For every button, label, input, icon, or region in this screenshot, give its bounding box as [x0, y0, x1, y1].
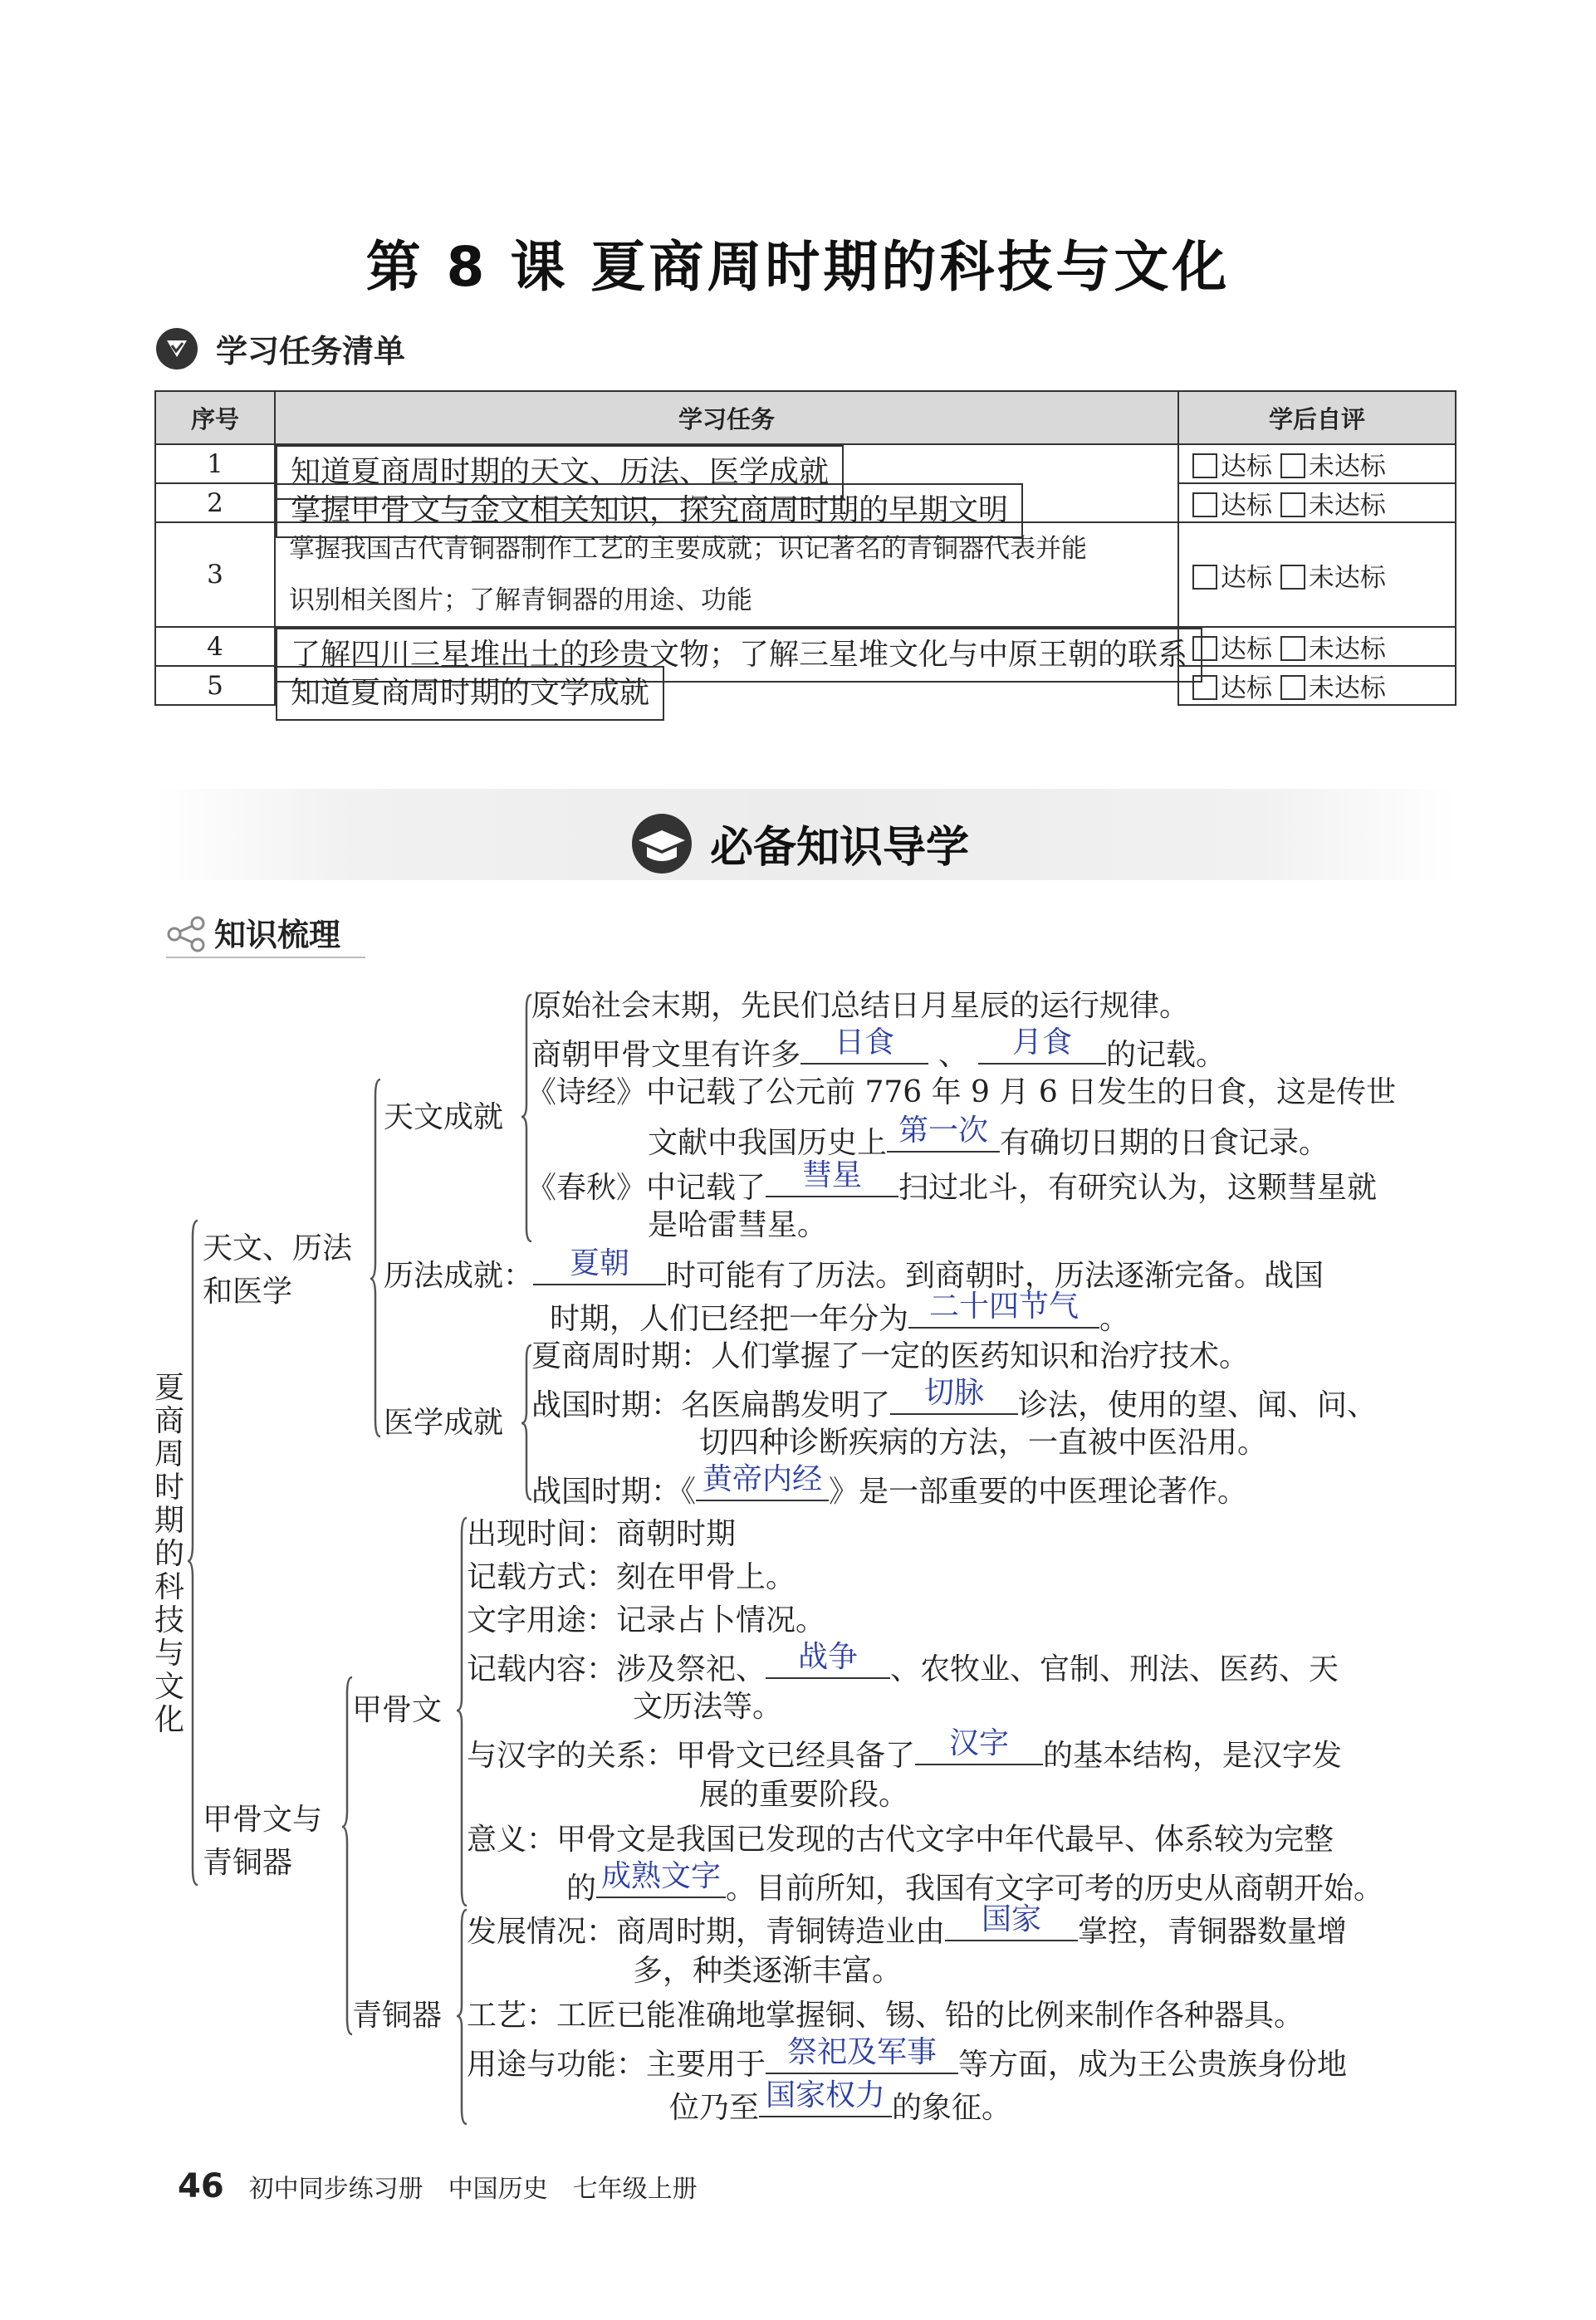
tianwen-line4 [648, 1114, 1329, 1160]
text: 与汉字的关系：甲骨文已经具备了 [467, 1739, 916, 1773]
header-task: 学习任务 [275, 391, 1178, 444]
answer-blank [908, 1290, 1099, 1329]
answer-blank [596, 1859, 726, 1898]
answer-text: 日食 [835, 1025, 895, 1060]
lifa-line2 [550, 1290, 1130, 1336]
answer-text: 切脉 [924, 1376, 985, 1410]
row-task: 知道夏商周时期的文学成就 [276, 666, 664, 721]
answer-text: 黄帝内经 [703, 1462, 823, 1496]
qingtongqi-label: 青铜器 [352, 1999, 443, 2033]
qingtongqi-line1 [467, 1902, 1348, 1949]
jiaguwen-line7: 展的重要阶段。 [699, 1778, 909, 1812]
yixue-line2 [531, 1376, 1378, 1422]
branch2-label-line2: 青铜器 [203, 1846, 293, 1880]
answer-text: 夏朝 [570, 1246, 630, 1280]
answer-blank [766, 1158, 898, 1197]
answer-text: 国家 [982, 1902, 1042, 1936]
answer-blank [766, 1640, 890, 1679]
branch2-bracket [342, 1677, 352, 2034]
yixue-line4 [531, 1462, 1248, 1509]
fail-label: 未达标 [1308, 491, 1386, 521]
text: 。目前所知，我国有文字可考的历史从商朝开始。 [726, 1872, 1384, 1906]
jiaguwen-line9 [566, 1859, 1384, 1906]
lifa-line1 [384, 1246, 1324, 1293]
answer-blank [533, 1246, 666, 1285]
text: 《春秋》中记载了 [526, 1171, 766, 1205]
book-title: 初中同步练习册 中国历史 七年级上册 [248, 2175, 698, 2204]
row-task-line1: 掌握我国古代青铜器制作工艺的主要成就；识记著名的青铜器代表并能 [289, 534, 1087, 564]
outline-root-label: 夏商周时期的科技与文化 [154, 1371, 184, 1737]
row-no: 4 [155, 627, 275, 666]
guide-heading-text: 必备知识导学 [709, 823, 969, 873]
answer-blank [890, 1376, 1018, 1415]
jiaguwen-bracket [457, 1518, 467, 1906]
row-task: 知道夏商周时期的天文、历法、医学成就 [276, 445, 844, 500]
row-no: 2 [155, 483, 275, 522]
jiaguwen-line4 [467, 1640, 1339, 1686]
answer-text: 国家权力 [766, 2078, 886, 2112]
text: 。 [1099, 1302, 1130, 1336]
answer-text: 二十四节气 [929, 1290, 1080, 1324]
answer-text: 成熟文字 [601, 1859, 722, 1893]
text: 时期，人们已经把一年分为 [550, 1302, 909, 1336]
qingtongqi-line2: 多，种类逐渐丰富。 [633, 1954, 903, 1988]
text: 》是一部重要的中医理论著作。 [829, 1475, 1248, 1509]
pass-label: 达标 [1221, 673, 1272, 703]
text: 记载内容：涉及祭祀、 [467, 1652, 766, 1686]
yixue-bracket [521, 1345, 531, 1500]
branch1-bracket [370, 1079, 380, 1437]
tianwen-line3: 《诗经》中记载了公元前 776 年 9 月 6 日发生的日食，这是传世 [526, 1075, 1397, 1109]
yixue-line1: 夏商周时期：人们掌握了一定的医药知识和治疗技术。 [531, 1339, 1250, 1373]
text: 位乃至 [669, 2091, 760, 2125]
qingtongqi-line5 [669, 2078, 1012, 2125]
page-title: 第 8 课 夏商周时期的科技与文化 [365, 235, 1231, 299]
text: 商朝甲骨文里有许多 [531, 1038, 801, 1072]
qingtongqi-line4 [467, 2035, 1348, 2082]
text: 文献中我国历史上 [648, 1126, 888, 1160]
answer-text: 战争 [798, 1640, 859, 1674]
jiaguwen-line8: 意义：甲骨文是我国已发现的古代文字中年代最早、体系较为完整 [467, 1823, 1334, 1857]
answer-blank [978, 1025, 1106, 1065]
row-task: 了解四川三星堆出土的珍贵文物；了解三星堆文化与中原王朝的联系 [276, 628, 1202, 683]
row-task-line2: 识别相关图片；了解青铜器的用途、功能 [289, 585, 752, 615]
header-no: 序号 [155, 391, 275, 444]
text: 的象征。 [892, 2091, 1012, 2125]
row-no: 5 [155, 666, 275, 705]
pass-label: 达标 [1221, 452, 1272, 482]
answer-text: 祭祀及军事 [787, 2035, 938, 2069]
answer-text: 第一次 [898, 1114, 989, 1148]
page-number: 46 [178, 2167, 224, 2205]
text: 、 [938, 1038, 969, 1072]
jiaguwen-line2: 记载方式：刻在甲骨上。 [467, 1560, 796, 1594]
text: 战国时期：名医扁鹊发明了 [531, 1388, 891, 1422]
fail-label: 未达标 [1308, 452, 1386, 482]
fail-label: 未达标 [1308, 673, 1386, 703]
lifa-label: 历法成就： [384, 1259, 534, 1293]
answer-text: 月食 [1012, 1025, 1073, 1060]
text: 诊法，使用的望、闻、问、 [1018, 1388, 1378, 1422]
text: 有确切日期的日食记录。 [1000, 1126, 1329, 1160]
qingtongqi-bracket [457, 1910, 467, 2124]
answer-text: 彗星 [802, 1158, 863, 1192]
answer-blank [800, 1025, 928, 1065]
text: 战国时期：《 [531, 1475, 697, 1509]
answer-blank [696, 1462, 829, 1501]
header-eval: 学后自评 [1178, 391, 1456, 444]
root-bracket [188, 1221, 198, 1885]
row-task: 掌握甲骨文与金文相关知识，探究商周时期的早期文明 [276, 483, 1023, 538]
tianwen-line1: 原始社会末期，先民们总结日月星辰的运行规律。 [531, 989, 1190, 1023]
jiaguwen-label: 甲骨文 [352, 1693, 443, 1727]
branch2-label-line1: 甲骨文与 [203, 1803, 323, 1837]
text: 、农牧业、官制、刑法、医药、天 [890, 1652, 1339, 1686]
text: 的基本结构，是汉字发 [1043, 1739, 1343, 1773]
answer-text: 汉字 [949, 1726, 1010, 1760]
task-list-heading-text: 学习任务清单 [216, 333, 406, 370]
text: 的 [566, 1872, 597, 1906]
tianwen-label: 天文成就 [384, 1100, 504, 1134]
text: 的记载。 [1106, 1038, 1226, 1072]
text: 等方面，成为王公贵族身份地 [958, 2048, 1348, 2082]
qingtongqi-line3: 工艺：工匠已能准确地掌握铜、锡、铅的比例来制作各种器具。 [467, 1999, 1305, 2033]
jiaguwen-line6 [467, 1726, 1343, 1773]
pass-label: 达标 [1221, 491, 1272, 521]
tianwen-line6: 是哈雷彗星。 [648, 1208, 828, 1242]
text: 时可能有了历法。到商朝时，历法逐渐完备。战国 [666, 1259, 1324, 1293]
pass-label: 达标 [1221, 634, 1272, 664]
tianwen-line2 [531, 1025, 1226, 1072]
row-no: 1 [155, 444, 275, 483]
answer-blank [887, 1114, 1000, 1153]
yixue-line3: 切四种诊断疾病的方法，一直被中医沿用。 [699, 1426, 1268, 1460]
text: 掌控，青铜器数量增 [1078, 1915, 1348, 1949]
answer-blank [759, 2078, 892, 2117]
tianwen-line5 [526, 1158, 1378, 1205]
fail-label: 未达标 [1308, 634, 1386, 664]
branch1-label-line1: 天文、历法 [203, 1231, 353, 1265]
row-no: 3 [155, 522, 275, 627]
page-footer [178, 2167, 698, 2205]
answer-blank [945, 1902, 1078, 1941]
pass-label: 达标 [1221, 562, 1272, 593]
yixue-label: 医学成就 [384, 1406, 504, 1440]
text: 发展情况：商周时期，青铜铸造业由 [467, 1915, 946, 1949]
fail-label: 未达标 [1308, 562, 1386, 593]
jiaguwen-line5: 文历法等。 [633, 1690, 783, 1724]
text: 用途与功能：主要用于 [467, 2048, 766, 2082]
jiaguwen-line1: 出现时间：商朝时期 [467, 1517, 737, 1551]
answer-blank [915, 1726, 1043, 1765]
jiaguwen-line3: 文字用途：记录占卜情况。 [467, 1603, 826, 1637]
text: 扫过北斗，有研究认为，这颗彗星就 [898, 1171, 1378, 1205]
outline-heading-text: 知识梳理 [214, 917, 341, 953]
answer-blank [766, 2035, 958, 2074]
branch1-label-line2: 和医学 [203, 1275, 293, 1309]
